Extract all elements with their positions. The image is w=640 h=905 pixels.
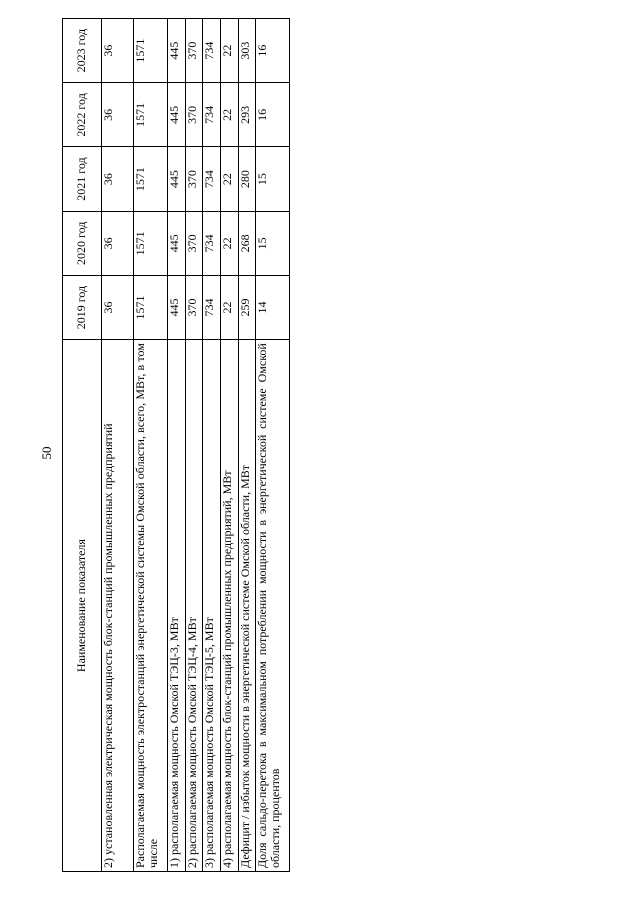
row-name: Располагаемая мощность электростанций энергетической системы Омской области, всего, МВт, в том числе <box>134 340 168 872</box>
cell-2019: 36 <box>101 275 134 339</box>
table-row <box>220 19 238 872</box>
cell-2022: 22 <box>220 83 238 147</box>
cell-2023: 36 <box>101 19 134 83</box>
cell-2022: 1571 <box>134 83 168 147</box>
header-year-2019: 2019 год <box>63 275 102 339</box>
cell-2023: 370 <box>185 19 203 83</box>
cell-2019: 445 <box>168 275 186 339</box>
cell-2021: 734 <box>203 147 221 211</box>
table-row <box>185 19 203 872</box>
header-year-2021: 2021 год <box>63 147 102 211</box>
cell-2019: 259 <box>238 275 256 339</box>
cell-2022: 370 <box>185 83 203 147</box>
row-name: 1) располагаемая мощность Омской ТЭЦ-3, МВт <box>168 340 186 872</box>
header-indicator-name: Наименование показателя <box>63 340 102 872</box>
table-row <box>101 19 134 872</box>
cell-2022: 16 <box>256 83 290 147</box>
cell-2019: 734 <box>203 275 221 339</box>
cell-2020: 268 <box>238 211 256 275</box>
cell-2023: 734 <box>203 19 221 83</box>
row-name: 3) располагаемая мощность Омской ТЭЦ-5, МВт <box>203 340 221 872</box>
cell-2021: 15 <box>256 147 290 211</box>
cell-2022: 445 <box>168 83 186 147</box>
cell-2022: 734 <box>203 83 221 147</box>
cell-2019: 22 <box>220 275 238 339</box>
table-row <box>168 19 186 872</box>
table-container <box>62 18 290 872</box>
cell-2020: 1571 <box>134 211 168 275</box>
row-name: Дефицит / избыток мощности в энергетической системе Омской области, МВт <box>238 340 256 872</box>
cell-2023: 303 <box>238 19 256 83</box>
row-name: 2) установленная электрическая мощность блок-станций промышленных предприятий <box>101 340 134 872</box>
row-name: 2) располагаемая мощность Омской ТЭЦ-4, МВт <box>185 340 203 872</box>
cell-2022: 36 <box>101 83 134 147</box>
row-name: 4) располагаемая мощность блок-станций промышленных предприятий, МВт <box>220 340 238 872</box>
table-row <box>134 19 168 872</box>
cell-2023: 1571 <box>134 19 168 83</box>
row-name: Доля сальдо-перетока в максимальном потреблении мощности в энергетической системе Омской области, процентов <box>256 340 290 872</box>
cell-2020: 445 <box>168 211 186 275</box>
header-year-2020: 2020 год <box>63 211 102 275</box>
cell-2020: 734 <box>203 211 221 275</box>
cell-2021: 280 <box>238 147 256 211</box>
cell-2019: 14 <box>256 275 290 339</box>
cell-2020: 15 <box>256 211 290 275</box>
cell-2021: 36 <box>101 147 134 211</box>
cell-2022: 293 <box>238 83 256 147</box>
cell-2023: 22 <box>220 19 238 83</box>
power-indicators-table <box>62 18 290 872</box>
header-year-2023: 2023 год <box>63 19 102 83</box>
cell-2023: 16 <box>256 19 290 83</box>
cell-2019: 370 <box>185 275 203 339</box>
cell-2020: 36 <box>101 211 134 275</box>
cell-2020: 22 <box>220 211 238 275</box>
cell-2021: 445 <box>168 147 186 211</box>
table-header-row <box>63 19 102 872</box>
cell-2021: 1571 <box>134 147 168 211</box>
cell-2023: 445 <box>168 19 186 83</box>
cell-2019: 1571 <box>134 275 168 339</box>
table-row <box>238 19 256 872</box>
page-number: 50 <box>39 446 54 460</box>
table-row <box>256 19 290 872</box>
header-year-2022: 2022 год <box>63 83 102 147</box>
table-row <box>203 19 221 872</box>
cell-2021: 22 <box>220 147 238 211</box>
cell-2020: 370 <box>185 211 203 275</box>
cell-2021: 370 <box>185 147 203 211</box>
